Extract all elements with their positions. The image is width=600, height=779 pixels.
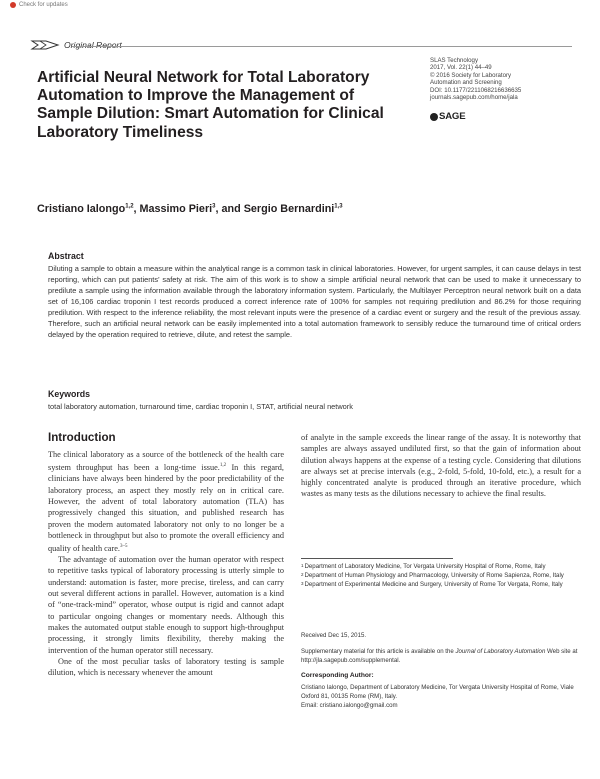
crossmark-label: Check for updates: [19, 2, 68, 8]
corresponding-author-details: [301, 683, 581, 711]
introduction-heading: Introduction: [48, 431, 116, 444]
journal-info: [430, 57, 580, 101]
intro-paragraph-3: One of the most peculiar tasks of laboratory testing is sample dilution, which is necessary whenever the amount: [48, 656, 284, 678]
crossmark-icon: [10, 2, 16, 8]
author-name: Cristiano Ialongo: [37, 203, 126, 215]
journal-copyright-1: © 2016 Society for Laboratory: [430, 71, 512, 79]
introduction-column-1: [48, 449, 284, 678]
journal-title-italic: Journal of Laboratory Automation: [455, 648, 546, 655]
intro-paragraph-2: The advantage of automation over the human operator with respect to repetitive tasks typical of laboratory processing is utterly simple to understand: automation is faster, more precise, tireless, and can carry out several different actions in parallel. However, automation is a kind of “one-track-mind” operator, whose output is rigid and cannot adapt to particular ongoing changes or momentary needs. Although this makes the automated output stable enough to support high-throughput processing, it strongly limits flexibility, thereby making the intervention of the human operator still necessary.: [48, 555, 284, 655]
affiliation-item: [301, 562, 581, 571]
author-affiliation-marker: 3: [212, 203, 216, 210]
crossmark-badge[interactable]: [10, 2, 68, 8]
sage-logo-text: SAGE: [439, 111, 466, 122]
affiliation-item: [301, 571, 581, 580]
corresponding-author-email[interactable]: Email: cristiano.ialongo@gmail.com: [301, 702, 398, 710]
corresponding-author-address: Cristiano Ialongo, Department of Laboratory Medicine, Tor Vergata University Hospital of Rome, Viale Oxford 81, 00135 Rome (RM), Italy.: [301, 684, 574, 701]
journal-volume: 2017, Vol. 22(1) 44–49: [430, 64, 492, 72]
author-affiliation-marker: 1,3: [334, 203, 343, 210]
affiliation-number: 3: [301, 581, 304, 587]
author-name: Sergio Bernardini: [243, 203, 335, 215]
abstract-heading: Abstract: [48, 251, 84, 261]
report-arrow-icon: [30, 38, 60, 52]
author-name: Massimo Pieri: [139, 203, 213, 215]
author-separator: ,: [133, 203, 140, 215]
affiliation-number: 2: [301, 572, 304, 578]
keywords-text: total laboratory automation, turnaround time, cardiac troponin I, STAT, artificial neural network: [48, 402, 353, 411]
introduction-column-2: of analyte in the sample exceeds the linear range of the assay. It is noteworthy that samples are always assayed undiluted first, so that the gain of information about dilution always happens at the expense of a testing cycle. Considering that dilutions are always set at precise intervals (e.g., 2-fold, 5-fold, 10-fold, etc.), a result for a highly concentrated analyte is produced through an iterative procedure, which wastes as many tests as the dilutions necessary to achieve the final results.: [301, 433, 581, 499]
received-date: Received Dec 15, 2015.: [301, 632, 367, 639]
citation[interactable]: 1,2: [219, 463, 227, 469]
sage-logo-icon: [430, 113, 438, 121]
abstract-text: Diluting a sample to obtain a measure within the analytical range is a common task in clinical laboratories. However, for urgent samples, it can cause delays in test reporting, which can put patients’ safety at risk. The aim of this work is to show a simple artificial neural network that can be used to make it unnecessary to predilute a sample using the information available through the laboratory information system. Particularly, the Multilayer Perceptron neural network built on a data set of 16,106 cardiac troponin I test records produced a correct inference rate of 100% for samples not requiring predilution and 86.2% for those requiring predilution. With respect to the inference reliability, the most relevant inputs were the presence of a cardiac event or surgery and the result of the previous assay. Therefore, such an artificial neural network can be easily implemented into a total automation framework to sensibly reduce the turnaround time of critical orders delayed by the operation required to retrieve, dilute, and retest the sample.: [48, 264, 581, 340]
author-separator: , and: [215, 203, 244, 215]
supplementary-note: Supplementary material for this article is available on the Journal of Laboratory Automation Web site at http://jla.sagepub.com/supplemental.: [301, 648, 578, 665]
journal-doi[interactable]: DOI: 10.1177/2211068216636635: [430, 86, 522, 94]
article-type: [30, 38, 122, 52]
author-list: [37, 203, 343, 215]
journal-name: SLAS Technology: [430, 57, 478, 64]
affiliation-text: Department of Human Physiology and Pharmacology, University of Rome Sapienza, Rome, Italy: [304, 572, 564, 580]
affiliation-item: [301, 580, 581, 589]
affiliation-text: Department of Experimental Medicine and Surgery, University of Rome Tor Vergata, Rome, Italy: [304, 581, 563, 589]
journal-copyright-2: Automation and Screening: [430, 79, 502, 87]
article-title: Artificial Neural Network for Total Laboratory Automation to Improve the Management of Sample Dilution: Smart Automation for Clinical Laboratory Timeliness: [37, 69, 384, 141]
keywords-heading: Keywords: [48, 389, 91, 399]
citation[interactable]: 3–5: [119, 544, 128, 550]
sage-logo: [430, 111, 465, 122]
article-type-label: Original Report: [64, 40, 122, 50]
header-rule: [72, 46, 572, 47]
affiliations: [301, 562, 581, 590]
affiliation-text: Department of Laboratory Medicine, Tor Vergata University Hospital of Rome, Rome, Italy: [304, 563, 546, 570]
corresponding-author-heading: Corresponding Author:: [301, 672, 374, 679]
author-affiliation-marker: 1,2: [125, 203, 134, 210]
footnote-rule: [301, 558, 453, 559]
journal-url[interactable]: journals.sagepub.com/home/jala: [430, 94, 518, 102]
intro-paragraph-1: The clinical laboratory as a source of the bottleneck of the health care system throughput has been a long-time issue.$^{1,2}$ In this regard, clinicians have always been hindered by the poor predictability of the laboratory process, an aspect they mostly rely on in critical care. However, the advent of total laboratory automation (TLA) has progressively changed this situation, and published research has proven the modern automated laboratory not only to no longer be a bottleneck in throughput but also to promote the overall efficiency and quality of health care.$^{3-5}$: [48, 450, 284, 553]
affiliation-number: 1: [301, 563, 304, 568]
